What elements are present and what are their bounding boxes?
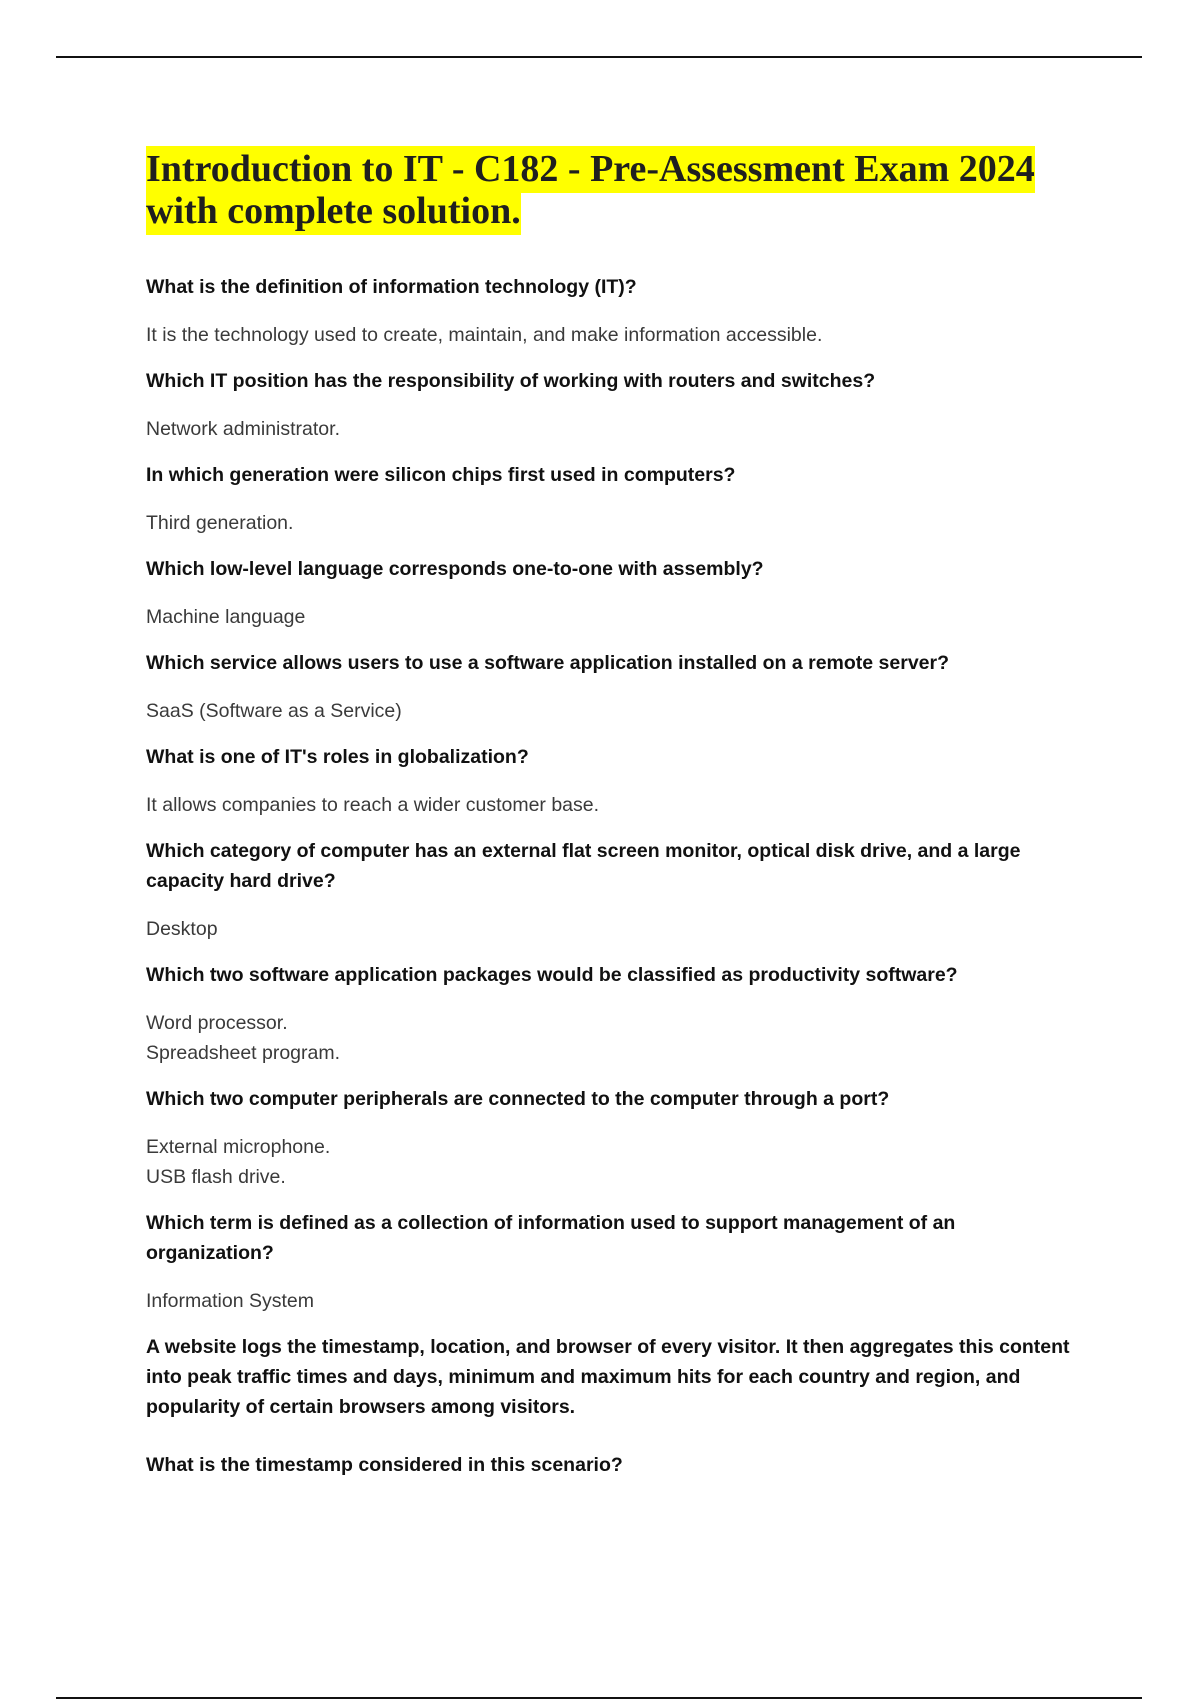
question: Which category of computer has an external flat screen monitor, optical disk drive, and a large capacity hard drive? bbox=[146, 840, 1021, 892]
answer-line: It is the technology used to create, maintain, and make information accessible. bbox=[146, 324, 823, 346]
question: Which service allows users to use a software application installed on a remote server? bbox=[146, 652, 950, 674]
question: Which low-level language corresponds one-to-one with assembly? bbox=[146, 558, 764, 580]
answer-line: SaaS (Software as a Service) bbox=[146, 700, 402, 722]
scenario-text: A website logs the timestamp, location, and browser of every visitor. It then aggregates this content into peak traffic times and days, minimum and maximum hits for each country and region, and popularity of certain browsers among visitors. bbox=[146, 1336, 1070, 1418]
qa-item bbox=[146, 272, 1086, 350]
answer-line: Machine language bbox=[146, 606, 306, 628]
answer bbox=[146, 696, 1086, 726]
answer bbox=[146, 1286, 1086, 1316]
answer-line: Spreadsheet program. bbox=[146, 1042, 341, 1064]
answer bbox=[146, 1008, 1086, 1068]
answer bbox=[146, 508, 1086, 538]
answer bbox=[146, 414, 1086, 444]
answer-line: External microphone. bbox=[146, 1136, 331, 1158]
answer-line: Desktop bbox=[146, 918, 218, 940]
qa-item bbox=[146, 460, 1086, 538]
qa-item bbox=[146, 648, 1086, 726]
answer-line: It allows companies to reach a wider customer base. bbox=[146, 794, 600, 816]
qa-item bbox=[146, 1084, 1086, 1192]
top-rule bbox=[56, 56, 1142, 58]
qa-item bbox=[146, 742, 1086, 820]
qa-item bbox=[146, 366, 1086, 444]
answer bbox=[146, 914, 1086, 944]
question: Which IT position has the responsibility of working with routers and switches? bbox=[146, 370, 876, 392]
question: In which generation were silicon chips first used in computers? bbox=[146, 464, 736, 486]
document-body bbox=[146, 148, 1086, 1498]
answer bbox=[146, 602, 1086, 632]
bottom-rule bbox=[56, 1697, 1142, 1699]
answer-line: Information System bbox=[146, 1290, 314, 1312]
answer-line: Word processor. bbox=[146, 1012, 288, 1034]
answer-line: Third generation. bbox=[146, 512, 294, 534]
final-question: What is the timestamp considered in this scenario? bbox=[146, 1454, 623, 1476]
question: What is one of IT's roles in globalization? bbox=[146, 746, 529, 768]
answer bbox=[146, 1132, 1086, 1192]
title-highlight: Introduction to IT - C182 - Pre-Assessment Exam 2024 with complete solution. bbox=[146, 146, 1035, 235]
answer bbox=[146, 320, 1086, 350]
qa-item bbox=[146, 1208, 1086, 1316]
question: Which two software application packages would be classified as productivity software? bbox=[146, 964, 958, 986]
answer-line: Network administrator. bbox=[146, 418, 340, 440]
document-title bbox=[146, 148, 1086, 232]
answer bbox=[146, 790, 1086, 820]
question: Which two computer peripherals are connected to the computer through a port? bbox=[146, 1088, 890, 1110]
qa-item bbox=[146, 960, 1086, 1068]
qa-item bbox=[146, 836, 1086, 944]
answer-line: USB flash drive. bbox=[146, 1166, 286, 1188]
question: Which term is defined as a collection of information used to support management of an organization? bbox=[146, 1212, 956, 1264]
qa-item bbox=[146, 554, 1086, 632]
question: What is the definition of information technology (IT)? bbox=[146, 276, 637, 298]
